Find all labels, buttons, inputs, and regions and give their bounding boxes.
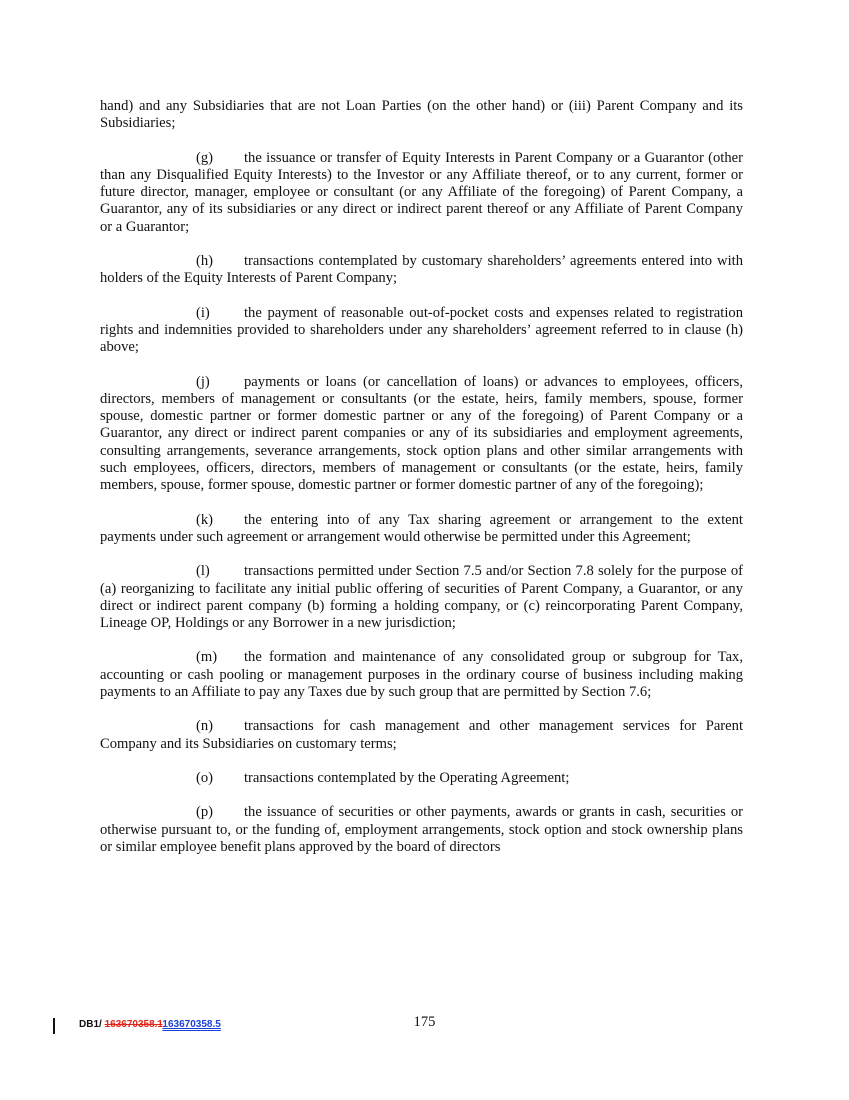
clause-p: (p) the issuance of securities or other payments, awards or grants in cash, securities or otherwise pursuant to, or the funding of, employment arrangements, stock option and stock ownership plans or similar employee benefit plans approved by the board of directors: [100, 804, 743, 855]
clause-j: (j) payments or loans (or cancellation of loans) or advances to employees, officers, directors, members of management or consultants (or the estate, heirs, family members, spouse, former spouse, domestic partner or former domestic partner or any of the foregoing) of Parent Company or a Guarantor, any direct or indirect parent companies or any of its subsidiaries and employment agreements, consulting arrangements, severance arrangements, stock option plans and other similar arrangements with such employees, officers, directors, members of management or consultants (or the estate, heirs, family members, spouse, former spouse, domestic partner or former domestic partner of any of the foregoing);: [100, 373, 743, 494]
clause-l: (l) transactions permitted under Section 7.5 and/or Section 7.8 solely for the purpose of (a) reorganizing to facilitate any initial public offering of securities of Parent Company, a Guarantor, or any direct or indirect parent company (b) forming a holding company, or (c) reincorporating Parent Company, Lineage OP, Holdings or any Borrower in a new jurisdiction;: [100, 563, 743, 632]
clause-label: (g): [196, 149, 214, 166]
clause-label: (j): [196, 373, 210, 390]
clause-g: (g) the issuance or transfer of Equity Interests in Parent Company or a Guarantor (other than any Disqualified Equity Interests) to the Investor or any Affiliate thereof, or to any current, former or future director, manager, employee or consultant (or any Affiliate of the foregoing) of Parent Company, a Guarantor, any of its subsidiaries or any direct or indirect parent thereof or any Affiliate of Parent Company or a Guarantor;: [100, 149, 743, 235]
clause-m: (m) the formation and maintenance of any consolidated group or subgroup for Tax, accounting or cash pooling or management purposes in the ordinary course of business including making payments to an Affiliate to pay any Taxes due by such group that are permitted by Section 7.6;: [100, 649, 743, 701]
clause-label: (k): [196, 511, 214, 528]
clause-label: (m): [196, 649, 218, 666]
clause-i: (i) the payment of reasonable out-of-pocket costs and expenses related to registration rights and indemnities provided to shareholders under any shareholders’ agreement referred to in clause (h) above;: [100, 304, 743, 356]
doc-id-deleted: 163670358.1: [104, 1019, 163, 1030]
doc-id-inserted: 163670358.5: [162, 1019, 221, 1030]
clause-k: (k) the entering into of any Tax sharing agreement or arrangement to the extent payments under such agreement or arrangement would otherwise be permitted under this Agreement;: [100, 511, 743, 545]
clause-n: (n) transactions for cash management and other management services for Parent Company and its Subsidiaries on customary terms;: [100, 718, 743, 752]
clause-label: (n): [196, 718, 214, 735]
clause-h: (h) transactions contemplated by customary shareholders’ agreements entered into with holders of the Equity Interests of Parent Company;: [100, 253, 743, 287]
clause-label: (o): [196, 769, 214, 786]
document-body: [100, 98, 743, 873]
paragraph-continuation: hand) and any Subsidiaries that are not Loan Parties (on the other hand) or (iii) Parent Company and its Subsidiaries;: [100, 98, 743, 132]
clause-label: (h): [196, 253, 214, 270]
clause-label: (i): [196, 304, 210, 321]
clause-label: (l): [196, 563, 210, 580]
page-number: 175: [413, 1014, 436, 1030]
clause-label: (p): [196, 804, 214, 821]
clause-o: (o) transactions contemplated by the Operating Agreement;: [196, 769, 570, 786]
doc-id-prefix: DB1/: [79, 1019, 102, 1030]
